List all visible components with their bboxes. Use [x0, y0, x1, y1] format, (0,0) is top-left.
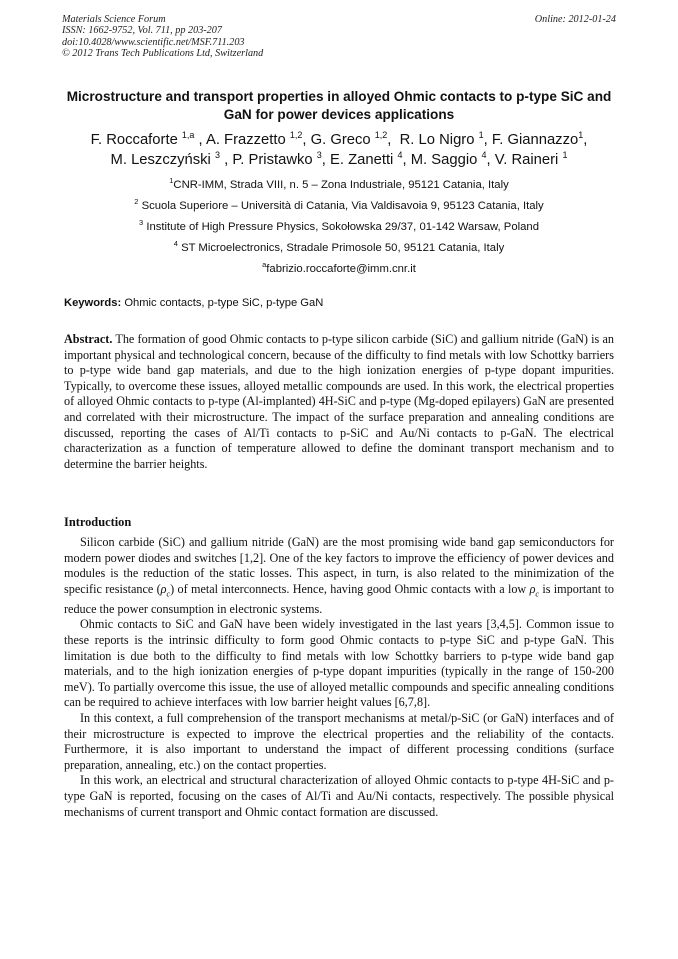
author: E. Zanetti $^4$	[330, 150, 403, 168]
author-email: $^a$fabrizio.roccaforte@imm.cnr.it	[262, 260, 416, 275]
author: F. Roccaforte $^{1,a}$	[90, 130, 195, 148]
copyright-line: © 2012 Trans Tech Publications Ltd, Switzerland	[62, 48, 264, 60]
paragraph: In this context, a full comprehension of the transport mechanisms at metal/p-SiC (or GaN) interfaces and of their microstructure is expected to improve the electrical properties and the reliability of the contacts. Furthermore, it is also important to understand the impact of different processing conditions (surface preparation, annealing, etc.) on the contact properties.	[64, 710, 614, 772]
keywords	[64, 297, 614, 309]
author: M. Leszczyński $^3$	[110, 150, 220, 168]
author-list: F. Roccaforte $^{1,a}$ , A. Frazzetto $^{1,2}$, G. Greco $^{1,2}$, R. Lo Nigro $^1$, F. Giannazzo$^1$, M. Leszczyński $^3$ , P. Pristawko $^3$, E. Zanetti $^4$, M. Saggio $^4$, V. Raineri $^1$	[90, 130, 588, 168]
section-heading-introduction: Introduction	[64, 515, 132, 529]
affiliation-4: $^4$ ST Microelectronics, Stradale Primosole 50, 95121 Catania, Italy	[173, 239, 505, 254]
journal-header	[62, 14, 616, 60]
paragraph: Ohmic contacts to SiC and GaN have been widely investigated in the last years [3,4,5]. Common issue to these reports is the intrinsic difficulty to form good Ohmic contacts to p-type SiC and p-type GaN. This limitation is due both to the difficulty to find metals with low Schottky barriers to p-type wide band gap materials, and to the high ionization energies of p-type dopant impurities (typically in the range of 150-200 meV). To partially overcome this issue, the use of alloyed metallic compounds and specific annealing conditions can be required to achieve interfaces with low barrier height values [6,7,8].	[64, 617, 614, 710]
affiliation-1: $^1$CNR-IMM, Strada VIII, n. 5 – Zona Industriale, 95121 Catania, Italy	[169, 176, 509, 191]
paragraph: Silicon carbide (SiC) and gallium nitride (GaN) are the most promising wide band gap semiconductors for modern power diodes and switches [1,2]. One of the key factors to improve the efficiency of power devices and modules is the reduction of the static losses. This aspect, in turn, is also related to the minimization of the specific resistance $(\rho_c)$ of metal interconnects. Hence, having good Ohmic contacts with a low $\rho_c$ is important to reduce the power consumption in electronic systems.	[64, 535, 614, 616]
author: M. Saggio $^4$	[410, 150, 487, 168]
keywords-text: Ohmic contacts, p-type SiC, p-type GaN	[124, 297, 324, 309]
doi-line: doi:10.4028/www.scientific.net/MSF.711.203	[62, 36, 245, 48]
author: F. Giannazzo$^1$	[491, 130, 584, 148]
online-date: Online: 2012-01-24	[534, 14, 616, 25]
author: V. Raineri $^1$	[494, 150, 568, 168]
abstract-text: The formation of good Ohmic contacts to p-type silicon carbide (SiC) and gallium nitride (GaN) is an important physical and technological concern, because of the difficulty to find metals with low Schottky barriers to p-type wide band gap materials, and due to the high ionization energies of p-type dopant impurities. Typically, to overcome these issues, alloyed metallic compounds are used. In this work, the electrical properties of alloyed Ohmic contacts to p-type (Al-implanted) 4H-SiC and p-type (Mg-doped epilayers) GaN are presented and correlated with their microstructure. The impact of the surface preparation and annealing conditions are discussed, reporting the cases of Al/Ti contacts to p-SiC and Au/Ni contacts to p-GaN. The electrical characterization as a function of temperature allowed to define the dominant transport mechanism and to determine the barrier heights.	[64, 332, 614, 471]
paper-title: Microstructure and transport properties in alloyed Ohmic contacts to p-type SiC and GaN for power devices applications	[66, 89, 612, 122]
paragraph: In this work, an electrical and structural characterization of alloyed Ohmic contacts to p-type 4H-SiC and p-type GaN is reported, focusing on the cases of Al/Ti and Au/Ni contacts, respectively. The possible physical mechanisms of current transport and Ohmic contact formation are discussed.	[64, 773, 614, 819]
author: R. Lo Nigro $^1$	[399, 130, 484, 148]
affiliation-3: $^3$ Institute of High Pressure Physics, Sokołowska 29/37, 01-142 Warsaw, Poland	[139, 218, 539, 233]
abstract-label: Abstract.	[64, 332, 113, 346]
author: A. Frazzetto $^{1,2}$	[205, 130, 303, 148]
author: P. Pristawko $^3$	[232, 150, 322, 168]
author: G. Greco $^{1,2}$	[310, 130, 388, 148]
journal-name: Materials Science Forum	[62, 14, 166, 25]
issn-line: ISSN: 1662-9752, Vol. 711, pp 203-207	[62, 25, 222, 37]
keywords-label: Keywords:	[64, 297, 122, 309]
abstract	[64, 332, 614, 472]
introduction-body	[64, 535, 614, 820]
affiliation-2: $^2$ Scuola Superiore – Università di Catania, Via Valdisavoia 9, 95123 Catania, Italy	[134, 197, 544, 212]
